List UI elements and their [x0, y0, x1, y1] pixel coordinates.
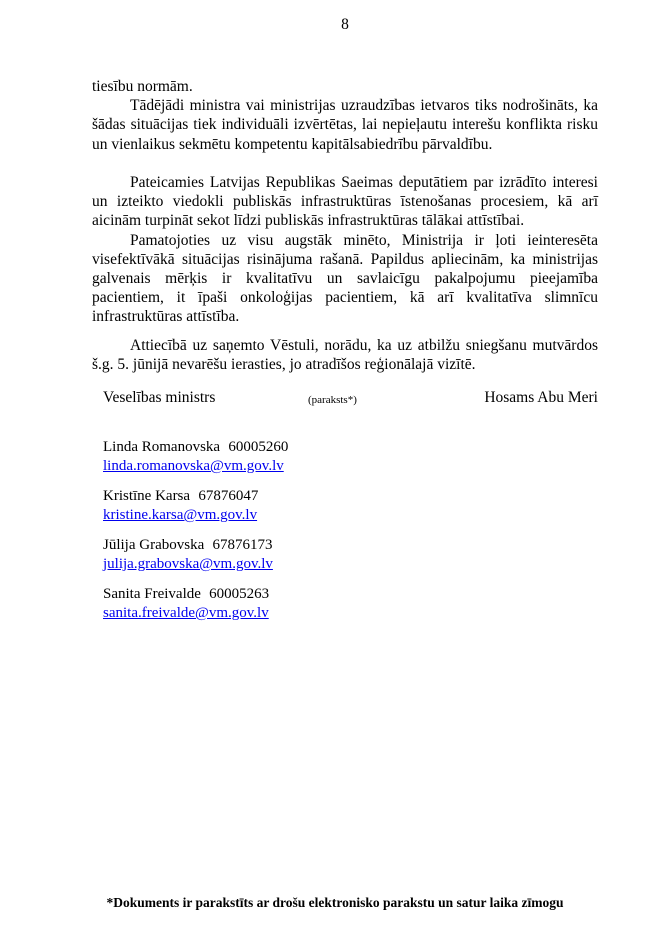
contact-name: Sanita Freivalde: [103, 586, 201, 602]
contact-email-link[interactable]: sanita.freivalde@vm.gov.lv: [103, 605, 269, 621]
signature-row: [103, 388, 598, 408]
signature-placeholder-note: (paraksts*): [308, 394, 357, 406]
page-number: 8: [341, 16, 349, 33]
paragraph: Tādējādi ministra vai ministrijas uzraudzības ietvaros tiks nodrošināts, ka šādas situācijas tiek individuāli izvērtētas, lai nepieļautu interešu konflikta risku un vienlaikus sekmētu kompetentu kapitālsabiedrību pārvaldību.: [92, 97, 598, 153]
contact-name: Linda Romanovska: [103, 439, 221, 455]
paragraph: Pateicamies Latvijas Republikas Saeimas deputātiem par izrādīto interesi un izteikto viedokli publiskās infrastruktūras īstenošanas procesiem, kā arī aicinām turpināt sekot līdzi publiskās infrastruktūras tālākai attīstībai.: [92, 174, 598, 230]
contact-email-line: [103, 506, 288, 525]
contact-email-line: [103, 457, 288, 476]
paragraph-continuation: tiesību normām.: [92, 78, 193, 95]
contact-email-link[interactable]: kristine.karsa@vm.gov.lv: [103, 507, 258, 523]
contact-phone: 67876173: [212, 537, 273, 553]
signatory-role: Veselības ministrs: [103, 389, 216, 406]
contact-name-phone: [103, 536, 288, 555]
contact-email-link[interactable]: julija.grabovska@vm.gov.lv: [103, 556, 273, 572]
signatory-name: Hosams Abu Meri: [484, 389, 598, 406]
contact-email-link[interactable]: linda.romanovska@vm.gov.lv: [103, 458, 284, 474]
contact-entry: [103, 585, 288, 623]
contact-email-line: [103, 604, 288, 623]
signature-disclaimer: *Dokuments ir parakstīts ar drošu elektronisko parakstu un satur laika zīmogu: [106, 895, 564, 910]
letter-body: [92, 77, 598, 374]
contact-name-phone: [103, 487, 288, 506]
contact-phone: 60005263: [209, 586, 270, 602]
contact-name: Kristīne Karsa: [103, 488, 191, 504]
contact-name: Jūlija Grabovska: [103, 537, 205, 553]
contact-name-phone: [103, 438, 288, 457]
paragraph: Attiecībā uz saņemto Vēstuli, norādu, ka uz atbilžu sniegšanu mutvārdos š.g. 5. jūnijā nevarēšu ierasties, jo atradīšos reģionālajā vizītē.: [92, 336, 598, 373]
contact-phone: 60005260: [228, 439, 289, 455]
paragraph: Pamatojoties uz visu augstāk minēto, Ministrija ir ļoti ieinteresēta visefektīvākā situācijas risinājuma rašanā. Papildus apliecinām, ka ministrijas galvenais mērķis ir kvalitatīvu un savlaicīgu pakalpojumu pieejamība pacientiem, it īpaši onkoloģijas pacientiem, kā arī kvalitatīva slimnīcu infrastruktūras attīstība.: [92, 231, 598, 326]
contact-phone: 67876047: [198, 488, 259, 504]
contact-entry: [103, 536, 288, 574]
contact-email-line: [103, 555, 288, 574]
contact-list: [103, 438, 288, 634]
contact-entry: [103, 438, 288, 476]
contact-entry: [103, 487, 288, 525]
contact-name-phone: [103, 585, 288, 604]
